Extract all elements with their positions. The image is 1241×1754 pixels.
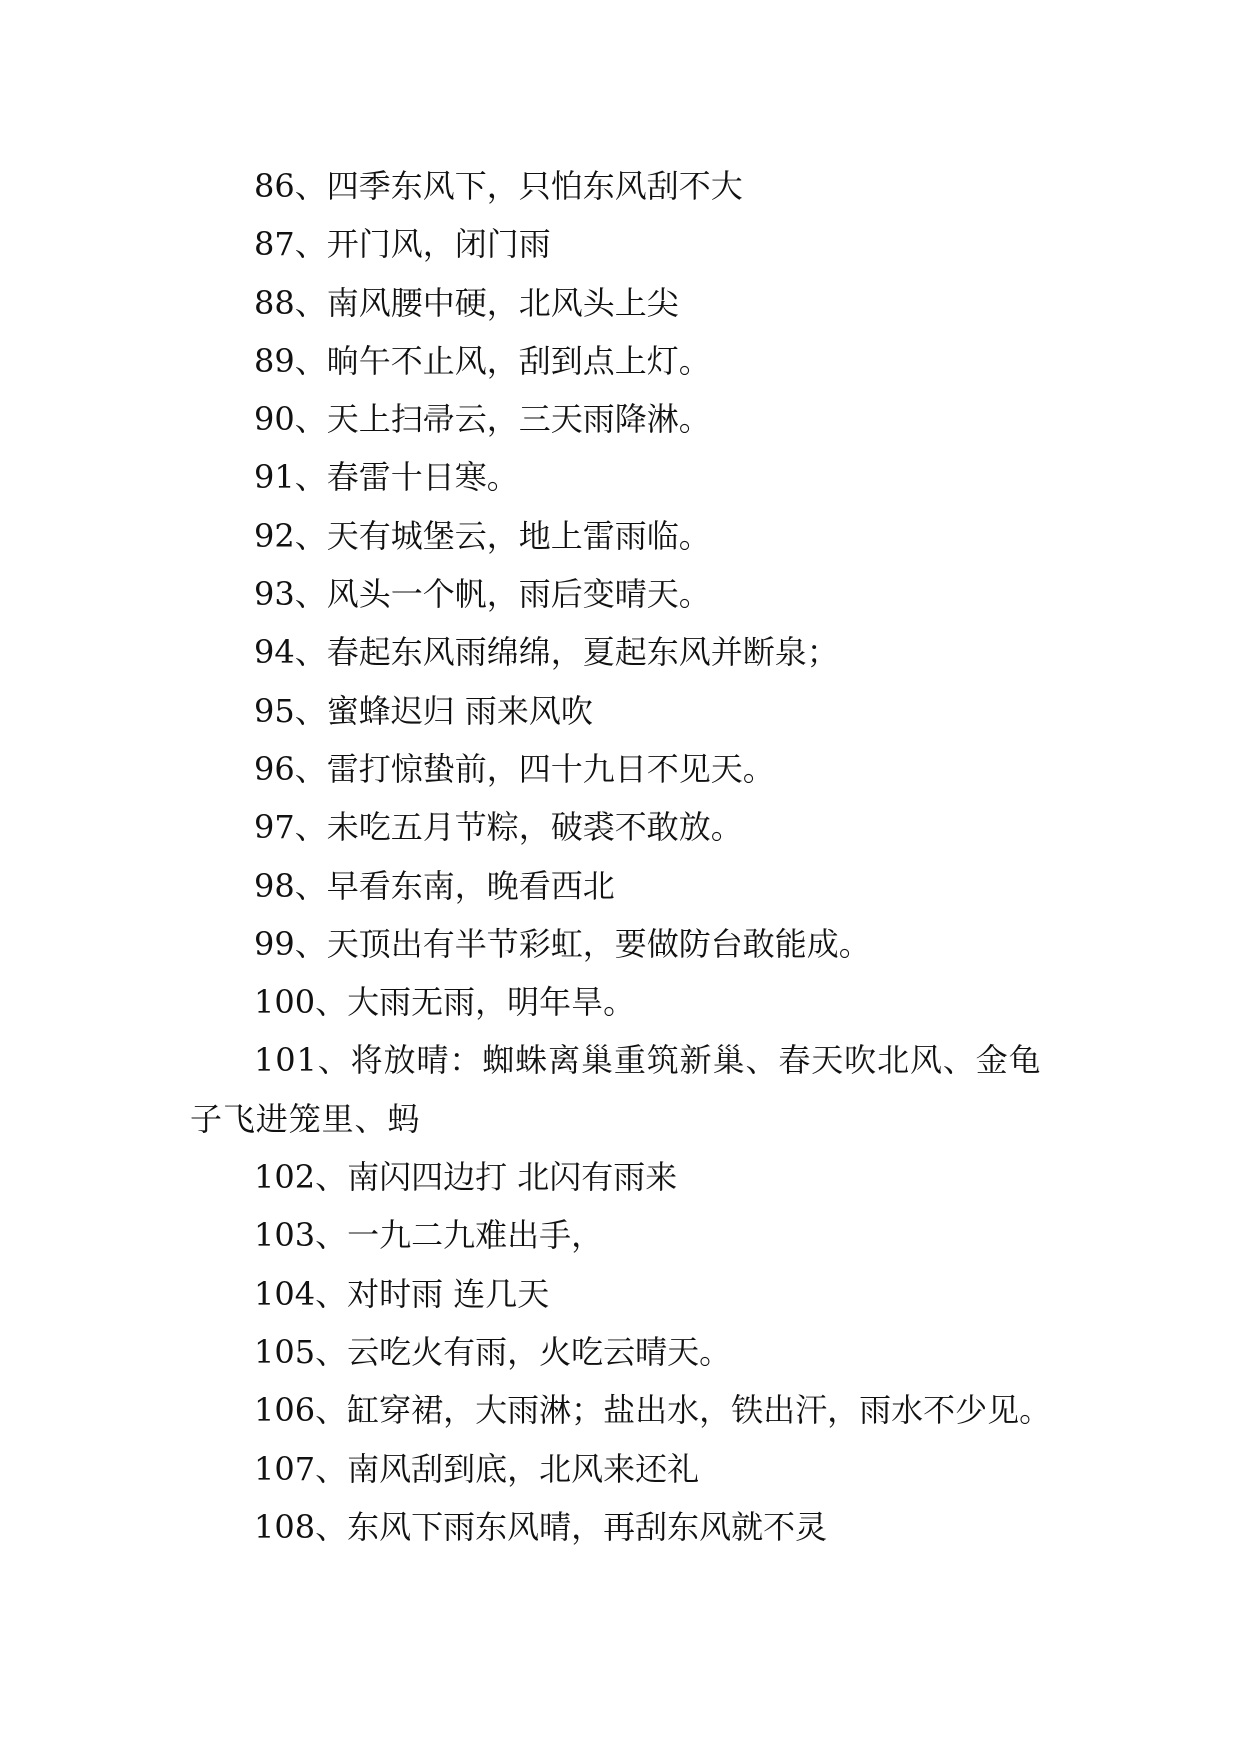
list-item: 108、东风下雨东风晴，再刮东风就不灵 <box>254 1507 828 1546</box>
list-item: 98、早看东南，晚看西北 <box>254 866 615 905</box>
list-item: 90、天上扫帚云，三天雨降淋。 <box>254 400 711 439</box>
list-item: 100、大雨无雨，明年旱。 <box>254 983 636 1022</box>
list-item: 93、风头一个帆，雨后变晴天。 <box>254 575 711 614</box>
list-item: 96、雷打惊蛰前，四十九日不见天。 <box>254 749 775 788</box>
list-item: 99、天顶出有半节彩虹，要做防台敢能成。 <box>254 924 871 963</box>
list-item: 87、开门风，闭门雨 <box>254 225 551 264</box>
list-item: 101、将放晴：蜘蛛离巢重筑新巢、春天吹北风、金龟子飞进笼里、蚂 <box>190 1041 1042 1138</box>
proverb-list <box>190 157 1070 1556</box>
list-item: 106、缸穿裙，大雨淋；盐出水，铁出汗，雨水不少见。 <box>254 1391 1052 1430</box>
list-item: 86、四季东风下，只怕东风刮不大 <box>254 167 743 205</box>
list-item: 89、晌午不止风，刮到点上灯。 <box>254 341 711 380</box>
list-item: 102、南闪四边打 北闪有雨来 <box>254 1158 678 1197</box>
list-item: 107、南风刮到底，北风来还礼 <box>254 1449 700 1488</box>
list-item: 91、春雷十日寒。 <box>254 458 519 497</box>
list-item: 94、春起东风雨绵绵，夏起东风并断泉； <box>254 633 839 672</box>
list-item: 105、云吃火有雨，火吃云晴天。 <box>254 1332 732 1371</box>
list-item: 104、对时雨 连几天 <box>254 1274 550 1313</box>
list-item: 88、南风腰中硬，北风头上尖 <box>254 283 679 322</box>
list-item: 97、未吃五月节粽，破裘不敢放。 <box>254 808 743 847</box>
list-item: 95、蜜蜂迟归 雨来风吹 <box>254 691 593 730</box>
list-item: 92、天有城堡云，地上雷雨临。 <box>254 516 711 555</box>
list-item: 103、一九二九难出手， <box>254 1216 604 1255</box>
